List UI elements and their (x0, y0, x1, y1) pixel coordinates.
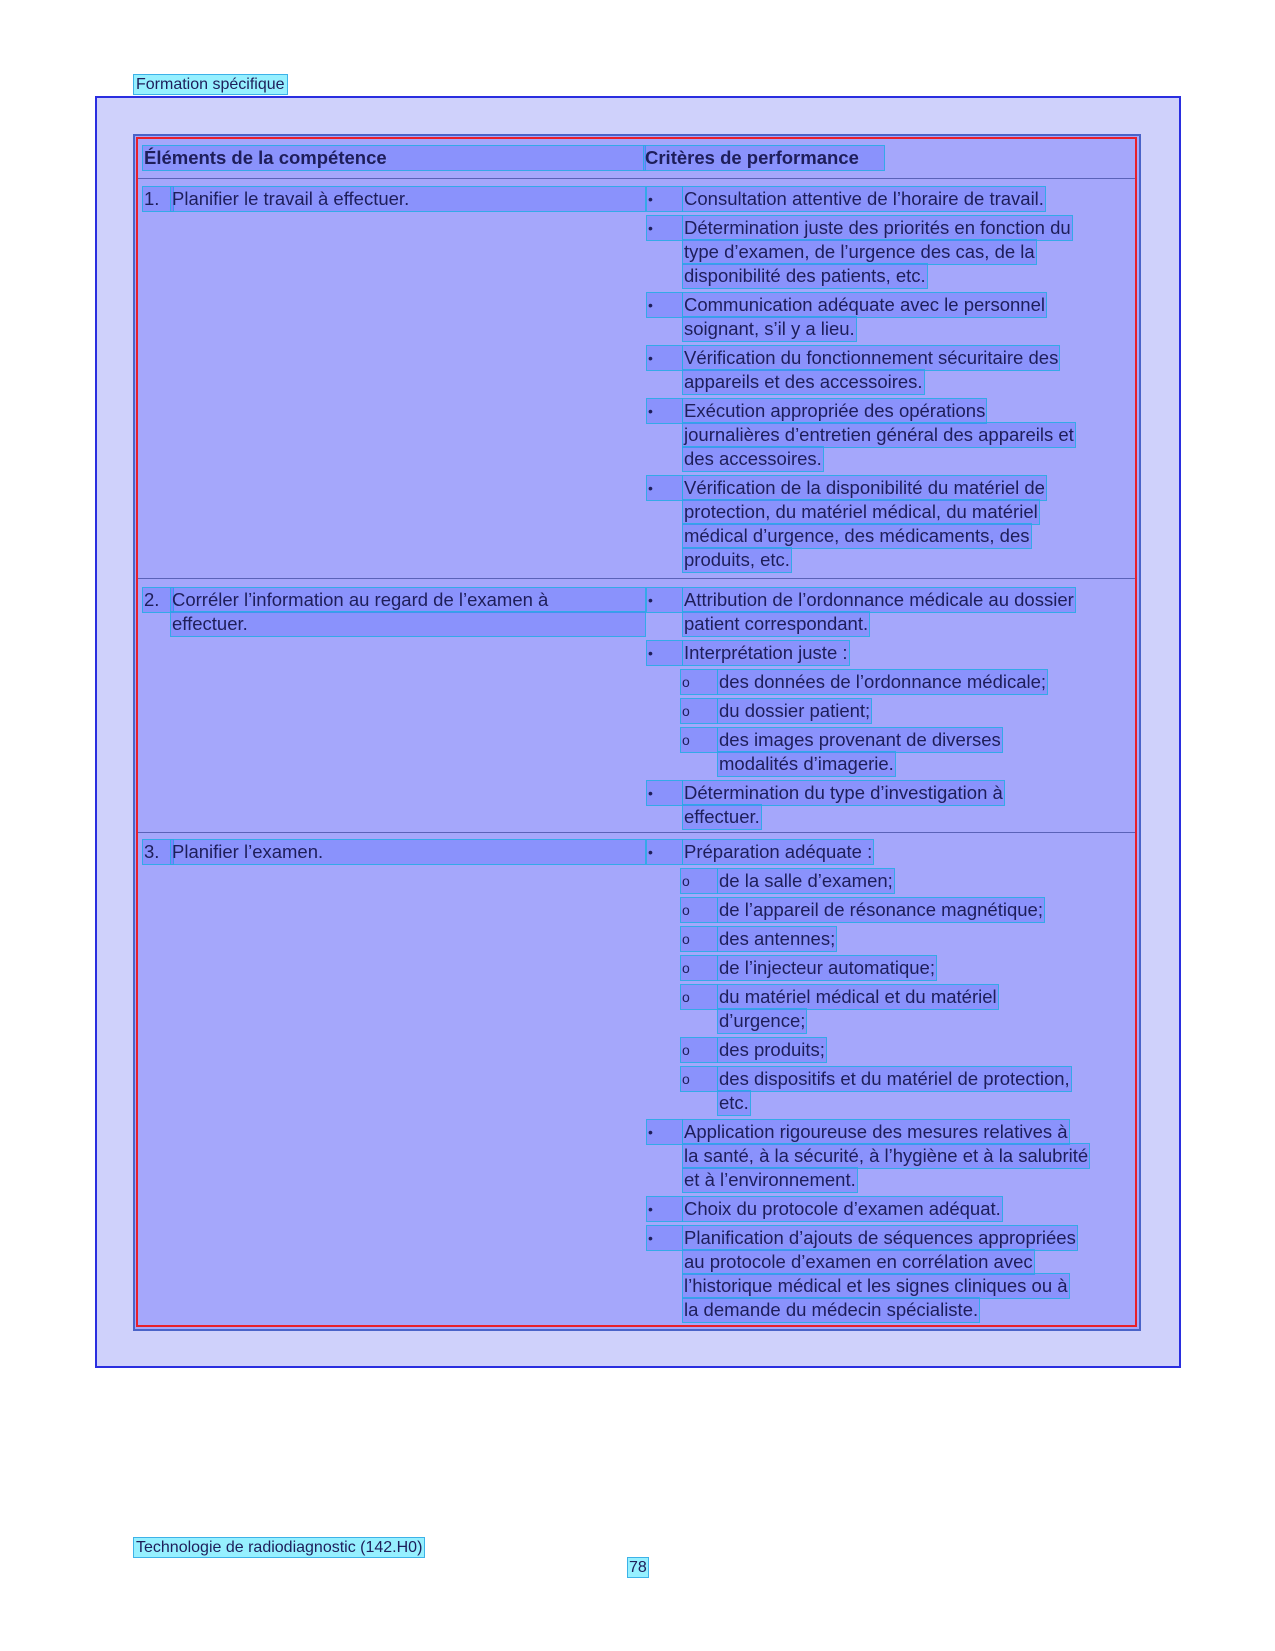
bullet-icon: • (647, 781, 682, 805)
bullet-icon: • (647, 1197, 682, 1221)
criterion-text: soignant, s’il y a lieu. (684, 318, 855, 339)
footer-program-title: Technologie de radiodiagnostic (142.H0) (136, 1539, 423, 1556)
criterion-text: Planification d’ajouts de séquences appropriées (684, 1227, 1076, 1248)
sub-criterion-text: du dossier patient; (719, 700, 871, 721)
criterion-text: au protocole d’examen en corrélation avec (684, 1251, 1033, 1272)
bullet-icon: • (647, 588, 682, 612)
sub-bullet-icon: o (681, 1038, 717, 1062)
criterion-text: l’historique médical et les signes cliniques ou à (684, 1275, 1068, 1296)
criterion-text: la santé, à la sécurité, à l’hygiène et à la salubrité (684, 1145, 1089, 1166)
criterion-text: Choix du protocole d’examen adéquat. (684, 1198, 1001, 1219)
criterion-text: Application rigoureuse des mesures relatives à (684, 1121, 1068, 1142)
criterion-text: Détermination juste des priorités en fonction du (684, 217, 1071, 238)
criterion-text: disponibilité des patients, etc. (684, 265, 926, 286)
sub-criterion-text: de l’injecteur automatique; (719, 957, 935, 978)
criterion-text: la demande du médecin spécialiste. (684, 1299, 979, 1320)
element-number: 3. (143, 840, 173, 864)
bullet-icon: • (647, 641, 682, 665)
bullet-icon: • (647, 1226, 682, 1250)
sub-bullet-icon: o (681, 985, 717, 1009)
criterion-text: produits, etc. (684, 549, 790, 570)
sub-criterion-text: des produits; (719, 1039, 825, 1060)
column-header-criteria: Critères de performance (644, 146, 884, 170)
criterion-text: Consultation attentive de l’horaire de travail. (684, 188, 1044, 209)
criterion-text: protection, du matériel médical, du matériel (684, 501, 1038, 522)
criterion-text: Exécution appropriée des opérations (684, 400, 986, 421)
sub-criterion-text: etc. (719, 1092, 749, 1113)
bullet-icon: • (647, 840, 682, 864)
sub-bullet-icon: o (681, 728, 717, 752)
criterion-text: Attribution de l’ordonnance médicale au dossier (684, 589, 1074, 610)
element-number: 1. (143, 187, 173, 211)
criterion-text: Vérification de la disponibilité du matériel de (684, 477, 1045, 498)
sub-bullet-icon: o (681, 1067, 717, 1091)
element-text: Planifier le travail à effectuer. (171, 187, 645, 211)
criterion-text: des accessoires. (684, 448, 822, 469)
row-divider (138, 832, 1135, 833)
criterion-text: effectuer. (684, 806, 760, 827)
criterion-text: et à l’environnement. (684, 1169, 856, 1190)
sub-bullet-icon: o (681, 670, 717, 694)
criterion-text: Communication adéquate avec le personnel (684, 294, 1045, 315)
element-text: effectuer. (171, 612, 645, 636)
header-divider (138, 178, 1135, 179)
bullet-icon: • (647, 1120, 682, 1144)
element-number: 2. (143, 588, 173, 612)
bullet-icon: • (647, 399, 682, 423)
sub-criterion-text: de la salle d’examen; (719, 870, 893, 891)
bullet-icon: • (647, 187, 682, 211)
criterion-text: médical d’urgence, des médicaments, des (684, 525, 1030, 546)
sub-criterion-text: des données de l’ordonnance médicale; (719, 671, 1047, 692)
column-header-elements: Éléments de la compétence (143, 146, 645, 170)
sub-bullet-icon: o (681, 699, 717, 723)
element-text: Planifier l’examen. (171, 840, 645, 864)
sub-criterion-text: du matériel médical et du matériel (719, 986, 997, 1007)
sub-bullet-icon: o (681, 927, 717, 951)
criterion-text: journalières d’entretien général des appareils et (684, 424, 1074, 445)
criterion-text: Vérification du fonctionnement sécuritaire des (684, 347, 1059, 368)
row-divider (138, 578, 1135, 579)
bullet-icon: • (647, 346, 682, 370)
element-text: Corréler l’information au regard de l’examen à (171, 588, 645, 612)
criterion-text: appareils et des accessoires. (684, 371, 923, 392)
sub-criterion-text: modalités d’imagerie. (719, 753, 894, 774)
sub-bullet-icon: o (681, 956, 717, 980)
sub-criterion-text: de l’appareil de résonance magnétique; (719, 899, 1043, 920)
sub-criterion-text: d’urgence; (719, 1010, 806, 1031)
bullet-icon: • (647, 476, 682, 500)
sub-criterion-text: des antennes; (719, 928, 836, 949)
page-number: 78 (629, 1559, 647, 1576)
sub-bullet-icon: o (681, 869, 717, 893)
criterion-text: Détermination du type d’investigation à (684, 782, 1003, 803)
bullet-icon: • (647, 216, 682, 240)
sub-bullet-icon: o (681, 898, 717, 922)
sub-criterion-text: des images provenant de diverses (719, 729, 1001, 750)
criterion-text: type d’examen, de l’urgence des cas, de la (684, 241, 1035, 262)
criterion-text: Préparation adéquate : (684, 841, 873, 862)
criterion-text: Interprétation juste : (684, 642, 848, 663)
running-header: Formation spécifique (136, 76, 285, 93)
criterion-text: patient correspondant. (684, 613, 869, 634)
sub-criterion-text: des dispositifs et du matériel de protection, (719, 1068, 1070, 1089)
bullet-icon: • (647, 293, 682, 317)
